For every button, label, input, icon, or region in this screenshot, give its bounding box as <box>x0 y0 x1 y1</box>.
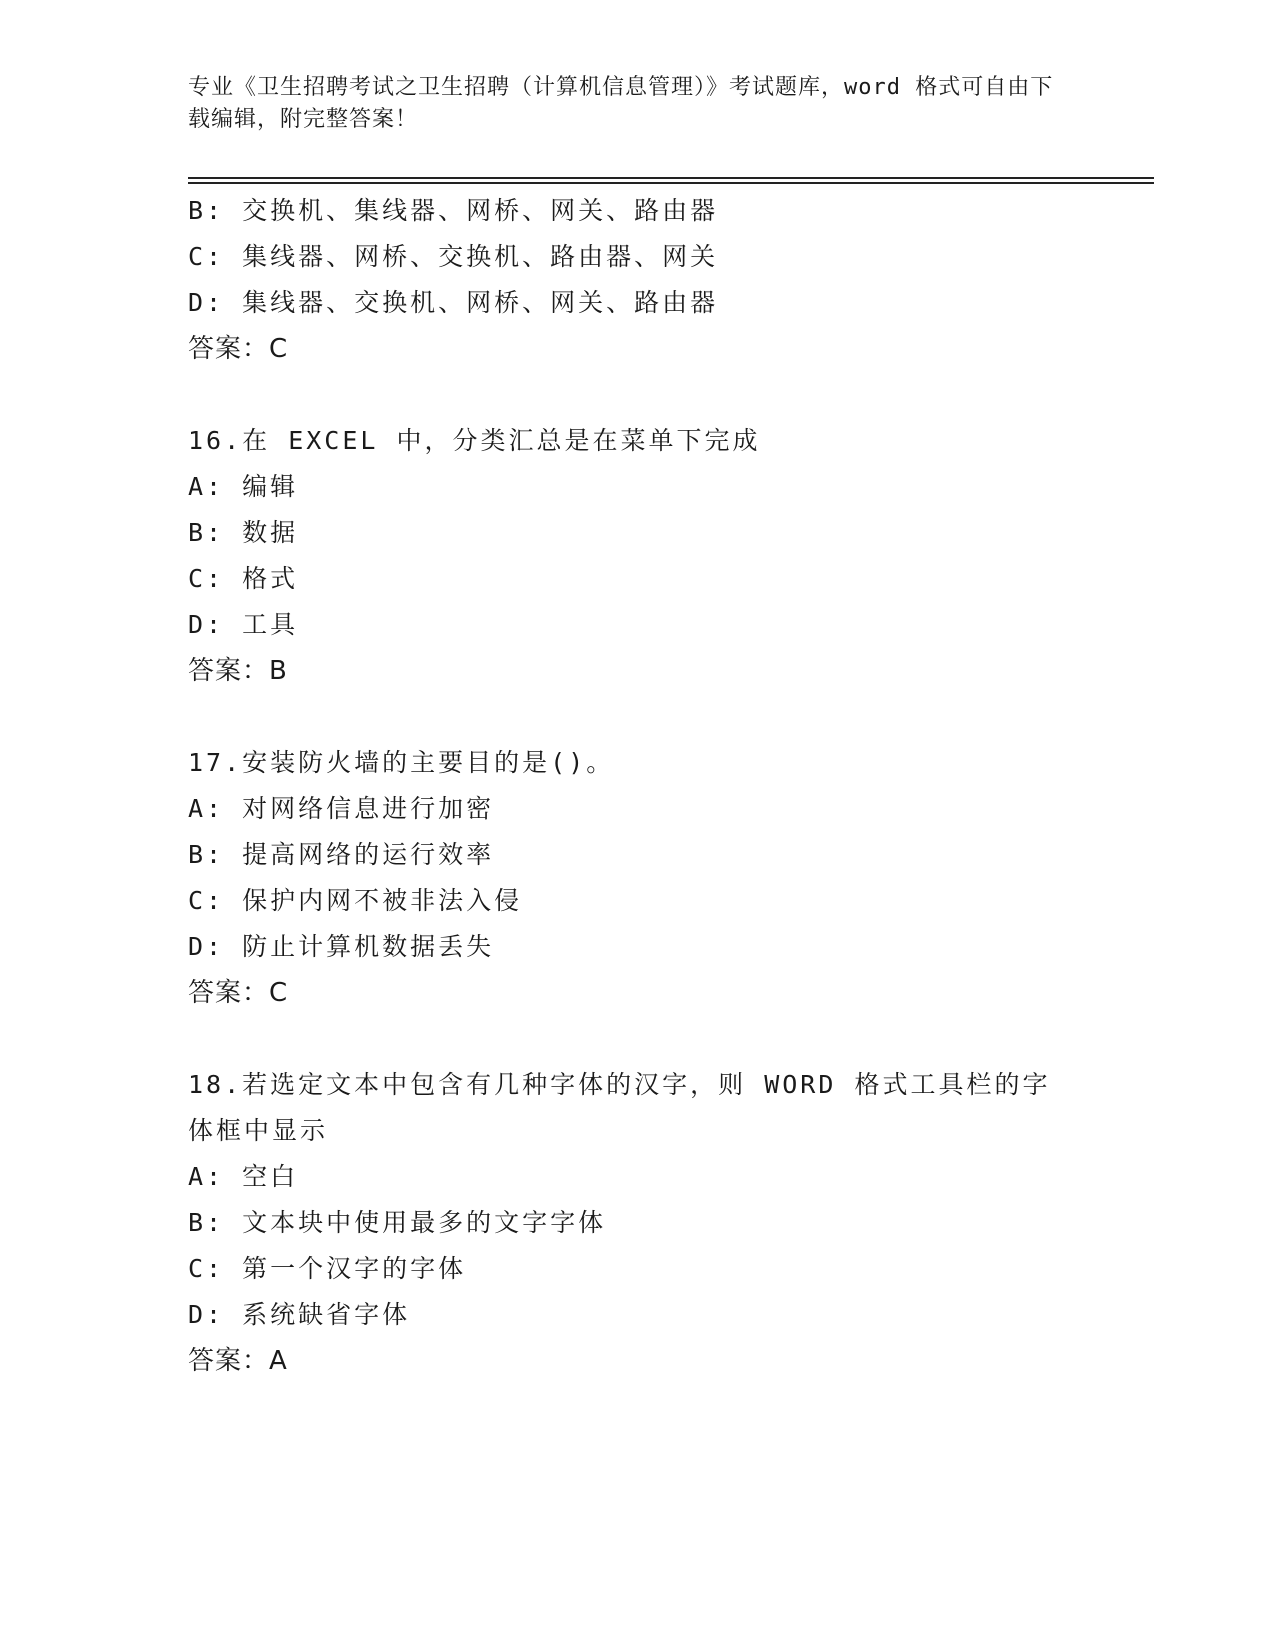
option-d: D: 系统缺省字体 <box>188 1300 411 1329</box>
option-d: D: 集线器、交换机、网桥、网关、路由器 <box>188 288 719 317</box>
answer: 答案：C <box>188 334 289 364</box>
option-a: A: 对网络信息进行加密 <box>188 794 495 823</box>
option-a: A: 空白 <box>188 1162 299 1191</box>
option-d: D: 工具 <box>188 610 299 639</box>
option-d: D: 防止计算机数据丢失 <box>188 932 495 961</box>
option-a: A: 编辑 <box>188 472 299 501</box>
answer: 答案：A <box>188 1346 288 1376</box>
question-18 <box>188 1062 1088 1384</box>
option-c: C: 格式 <box>188 564 299 593</box>
option-c: C: 第一个汉字的字体 <box>188 1254 467 1283</box>
question-list <box>188 188 1088 1384</box>
question-15-continued <box>188 188 1088 372</box>
option-c: C: 集线器、网桥、交换机、路由器、网关 <box>188 242 719 271</box>
question-title: 16.在 EXCEL 中，分类汇总是在菜单下完成 <box>188 426 761 455</box>
answer: 答案：C <box>188 978 289 1008</box>
option-b: B: 交换机、集线器、网桥、网关、路由器 <box>188 196 719 225</box>
spacer <box>188 372 1088 418</box>
spacer <box>188 1016 1088 1062</box>
question-17 <box>188 740 1088 1016</box>
question-16 <box>188 418 1088 694</box>
option-b: B: 文本块中使用最多的文字字体 <box>188 1208 607 1237</box>
header-rule-top <box>188 177 1154 179</box>
header-rule-bottom <box>188 182 1154 184</box>
document-header: 专业《卫生招聘考试之卫生招聘（计算机信息管理）》考试题库，word 格式可自由下载编辑，附完整答案！ <box>188 75 1054 132</box>
answer: 答案：B <box>188 656 288 686</box>
spacer <box>188 694 1088 740</box>
option-c: C: 保护内网不被非法入侵 <box>188 886 523 915</box>
option-b: B: 提高网络的运行效率 <box>188 840 495 869</box>
question-title: 17.安装防火墙的主要目的是()。 <box>188 748 615 777</box>
option-b: B: 数据 <box>188 518 299 547</box>
question-title: 18.若选定文本中包含有几种字体的汉字，则 WORD 格式工具栏的字体框中显示 <box>188 1070 1051 1145</box>
